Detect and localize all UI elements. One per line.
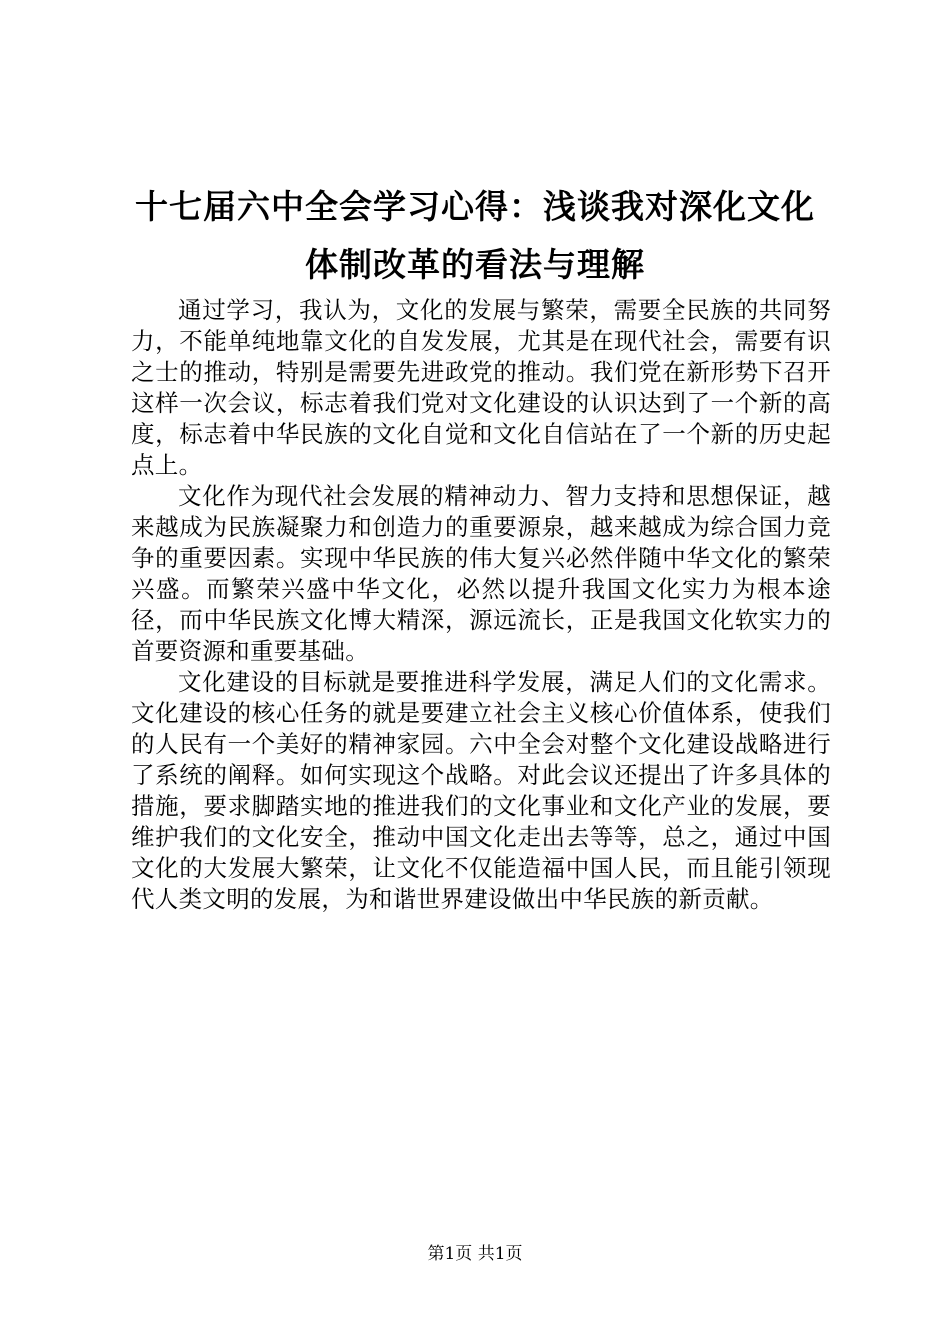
page-footer: 第1页 共1页 — [427, 1244, 523, 1264]
paragraph-3: 文化建设的目标就是要推进科学发展，满足人们的文化需求。文化建设的核心任务的就是要建立社会主义核心价值体系，使我们的人民有一个美好的精神家园。六中全会对整个文化建设战略进行了系统的阐释。如何实现这个战略。对此会议还提出了许多具体的措施，要求脚踏实地的推进我们的文化事业和文化产业的发展，要维护我们的文化安全，推动中国文化走出去等等，总之，通过中国文化的大发展大繁荣，让文化不仅能造福中国人民，而且能引领现代人类文明的发展，为和谐世界建设做出中华民族的新贡献。 — [131, 668, 831, 913]
paragraph-2: 文化作为现代社会发展的精神动力、智力支持和思想保证，越来越成为民族凝聚力和创造力的重要源泉，越来越成为综合国力竞争的重要因素。实现中华民族的伟大复兴必然伴随中华文化的繁荣兴盛。而繁荣兴盛中华文化，必然以提升我国文化实力为根本途径，而中华民族文化博大精深，源远流长，正是我国文化软实力的首要资源和重要基础。 — [131, 482, 831, 665]
document-title — [100, 178, 850, 294]
title-line-1: 十七届六中全会学习心得：浅谈我对深化文化 — [135, 187, 815, 226]
paragraph-1: 通过学习，我认为，文化的发展与繁荣，需要全民族的共同努力，不能单纯地靠文化的自发发展，尤其是在现代社会，需要有识之士的推动，特别是需要先进政党的推动。我们党在新形势下召开这样一次会议，标志着我们党对文化建设的认识达到了一个新的高度，标志着中华民族的文化自觉和文化自信站在了一个新的历史起点上。 — [131, 296, 831, 479]
title-line-2: 体制改革的看法与理解 — [305, 245, 645, 284]
document-body — [131, 295, 831, 915]
